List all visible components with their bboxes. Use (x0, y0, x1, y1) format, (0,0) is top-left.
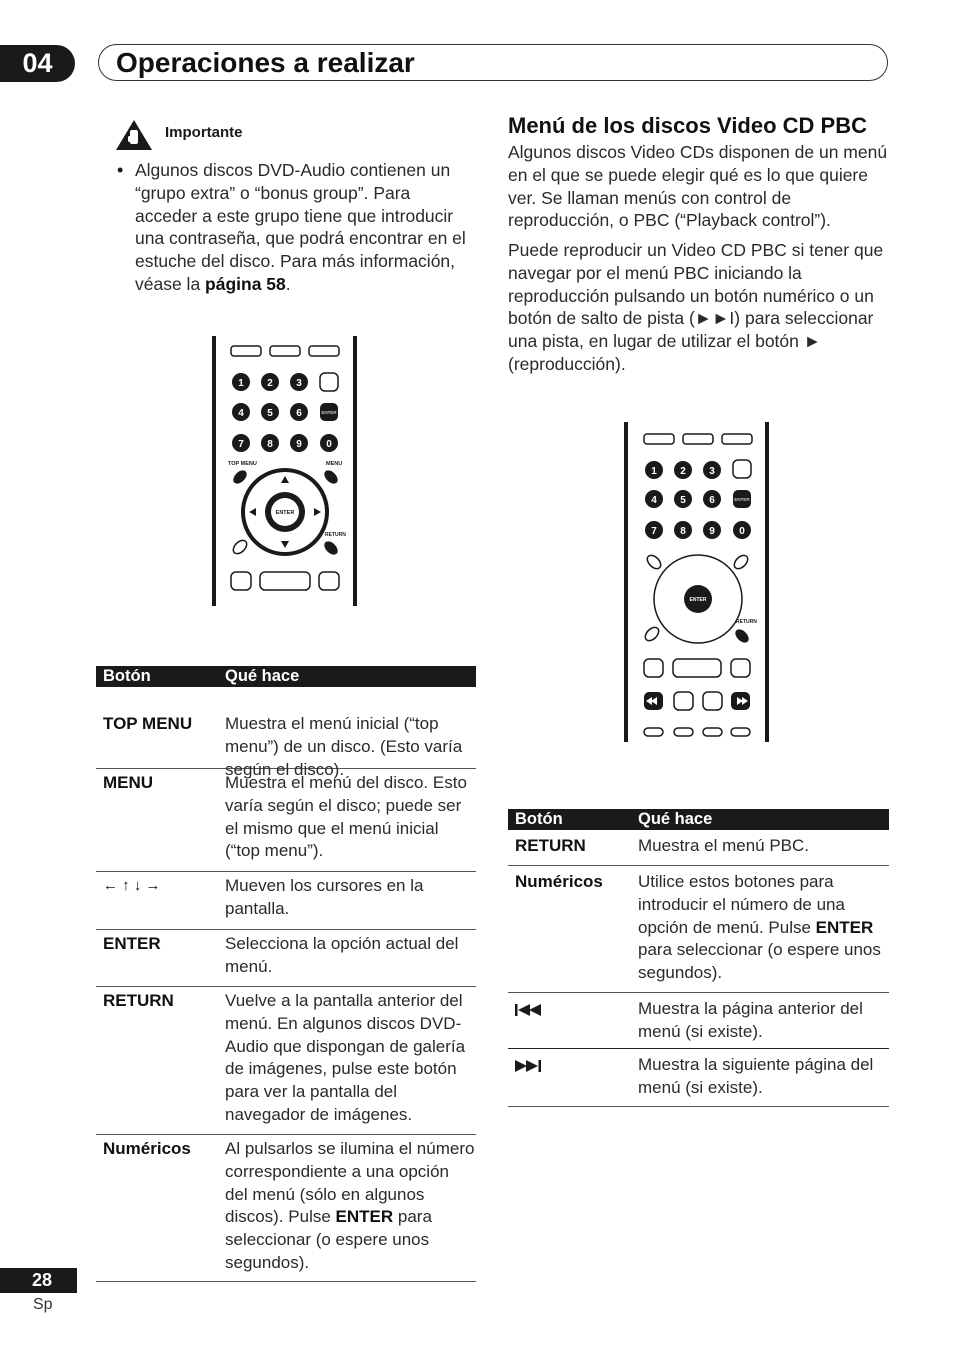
row-desc-text: Utilice estos botones para introducir el número de una opción de menú. Pulse (638, 872, 845, 937)
chapter-number: 04 (0, 45, 75, 82)
svg-text:6: 6 (709, 495, 715, 506)
svg-text:ENTER: ENTER (734, 497, 750, 502)
header-action: Qué hace (638, 810, 713, 828)
svg-text:1: 1 (651, 466, 657, 477)
table-header (508, 809, 889, 830)
table-row (508, 993, 889, 1049)
row-desc: Mueven los cursores en la pantalla. (225, 876, 424, 918)
section-title: Menú de los discos Video CD PBC (508, 113, 867, 138)
row-desc: Selecciona la opción actual del menú. (225, 934, 459, 976)
svg-text:9: 9 (296, 439, 302, 450)
remote-illustration-pbc (622, 422, 772, 744)
svg-text:0: 0 (739, 526, 745, 537)
header-button: Botón (515, 810, 563, 828)
svg-text:2: 2 (267, 378, 273, 389)
important-text-body: Algunos discos DVD-Audio contienen un “grupo extra” o “bonus group”. Para acceder a este grupo tiene que introducir una contraseña, que podrá encontrar en el estuche del disco. Para más información, véase la (135, 160, 466, 294)
row-button: RETURN (515, 836, 586, 855)
table-row (96, 687, 476, 779)
table-row (96, 930, 476, 987)
row-desc-bold: ENTER (335, 1207, 394, 1227)
table-row (96, 872, 476, 930)
button-table-right (508, 809, 889, 1107)
svg-text:5: 5 (680, 495, 686, 506)
svg-text:ENTER: ENTER (275, 510, 295, 516)
row-desc: Muestra la siguiente página del menú (si existe). (638, 1055, 874, 1097)
row-desc: Vuelve a la pantalla anterior del menú. En algunos discos DVD-Audio que dispongan de galería de imágenes, pulse este botón para ver la pantalla del navegador de imágenes. (225, 991, 466, 1124)
table-header (96, 666, 476, 687)
table-row (96, 987, 476, 1135)
table-row (508, 1049, 889, 1107)
row-desc (638, 871, 888, 985)
row-desc-text: para seleccionar (o espere unos segundos). (225, 1207, 432, 1272)
svg-text:5: 5 (267, 408, 273, 419)
table-row (508, 830, 889, 866)
row-desc: Muestra el menú inicial (“top menu”) de un disco. (Esto varía según el disco). (225, 714, 463, 779)
chapter-title: Operaciones a realizar (116, 47, 415, 78)
row-desc: Muestra la página anterior del menú (si existe). (638, 999, 863, 1041)
row-desc-text: Al pulsarlos se ilumina el número correspondiente a una opción del menú (sólo en algunos discos). Pulse (225, 1139, 475, 1227)
svg-text:7: 7 (651, 526, 657, 537)
section-paragraph-2: Puede reproducir un Video CD PBC si tener que navegar por el menú PBC iniciando la reproducción pulsando un botón numérico o un botón de salto de pista (►►I) para seleccionar una pista, en lugar de utilizar el botón ► (reproducción). (508, 240, 884, 374)
svg-text:RETURN: RETURN (736, 619, 757, 625)
important-text (135, 159, 475, 296)
row-button: MENU (103, 773, 154, 792)
svg-text:ENTER: ENTER (321, 410, 337, 415)
svg-text:RETURN: RETURN (325, 532, 346, 538)
button-table-left (96, 666, 476, 1282)
bullet: • (117, 160, 124, 180)
next-track-icon (515, 1059, 547, 1073)
row-desc: Muestra el menú PBC. (638, 836, 810, 855)
svg-text:7: 7 (238, 439, 244, 450)
row-desc-text: para seleccionar (o espere unos segundos). (638, 940, 881, 983)
svg-text:4: 4 (238, 408, 244, 419)
row-button: ENTER (103, 934, 161, 953)
row-desc-bold: ENTER (815, 917, 874, 937)
arrow-keys-icon: ← ↑ ↓ → (103, 877, 161, 894)
important-label: Importante (165, 124, 243, 141)
row-desc: Muestra el menú del disco. Esto varía según el disco; puede ser el mismo que el menú inicial (“top menu”). (225, 773, 467, 861)
svg-text:MENU: MENU (326, 461, 343, 467)
digit-buttons (232, 373, 338, 452)
prev-track-icon (515, 1003, 547, 1017)
svg-text:ENTER: ENTER (689, 597, 707, 603)
header-action: Qué hace (225, 667, 300, 685)
row-button: TOP MENU (103, 714, 193, 733)
svg-text:4: 4 (651, 495, 657, 506)
svg-text:3: 3 (709, 466, 715, 477)
header-button: Botón (103, 667, 151, 685)
page-number: 28 (0, 1268, 77, 1293)
svg-text:6: 6 (296, 408, 302, 419)
row-button: RETURN (103, 991, 174, 1010)
svg-text:8: 8 (267, 439, 273, 450)
row-desc (225, 1138, 475, 1275)
table-row (96, 1135, 476, 1282)
row-button: Numéricos (515, 872, 603, 891)
svg-text:1: 1 (238, 378, 244, 389)
table-row (96, 769, 476, 872)
remote-illustration-menu (210, 336, 360, 608)
page-reference: página 58 (205, 273, 286, 294)
important-text-end: . (285, 273, 291, 294)
language-code: Sp (33, 1296, 53, 1313)
table-row (508, 866, 889, 993)
row-button: Numéricos (103, 1139, 191, 1158)
section-paragraph-1: Algunos discos Video CDs disponen de un menú en el que se puede elegir qué es lo que quiere ver. Se llaman menús con control de reproducción, o PBC (“Playback control”). (508, 142, 888, 231)
svg-text:3: 3 (296, 378, 302, 389)
svg-text:9: 9 (709, 526, 715, 537)
svg-text:TOP MENU: TOP MENU (228, 461, 257, 467)
svg-text:8: 8 (680, 526, 686, 537)
svg-text:2: 2 (680, 466, 686, 477)
warning-hand-icon (114, 118, 154, 152)
svg-text:0: 0 (326, 439, 332, 450)
